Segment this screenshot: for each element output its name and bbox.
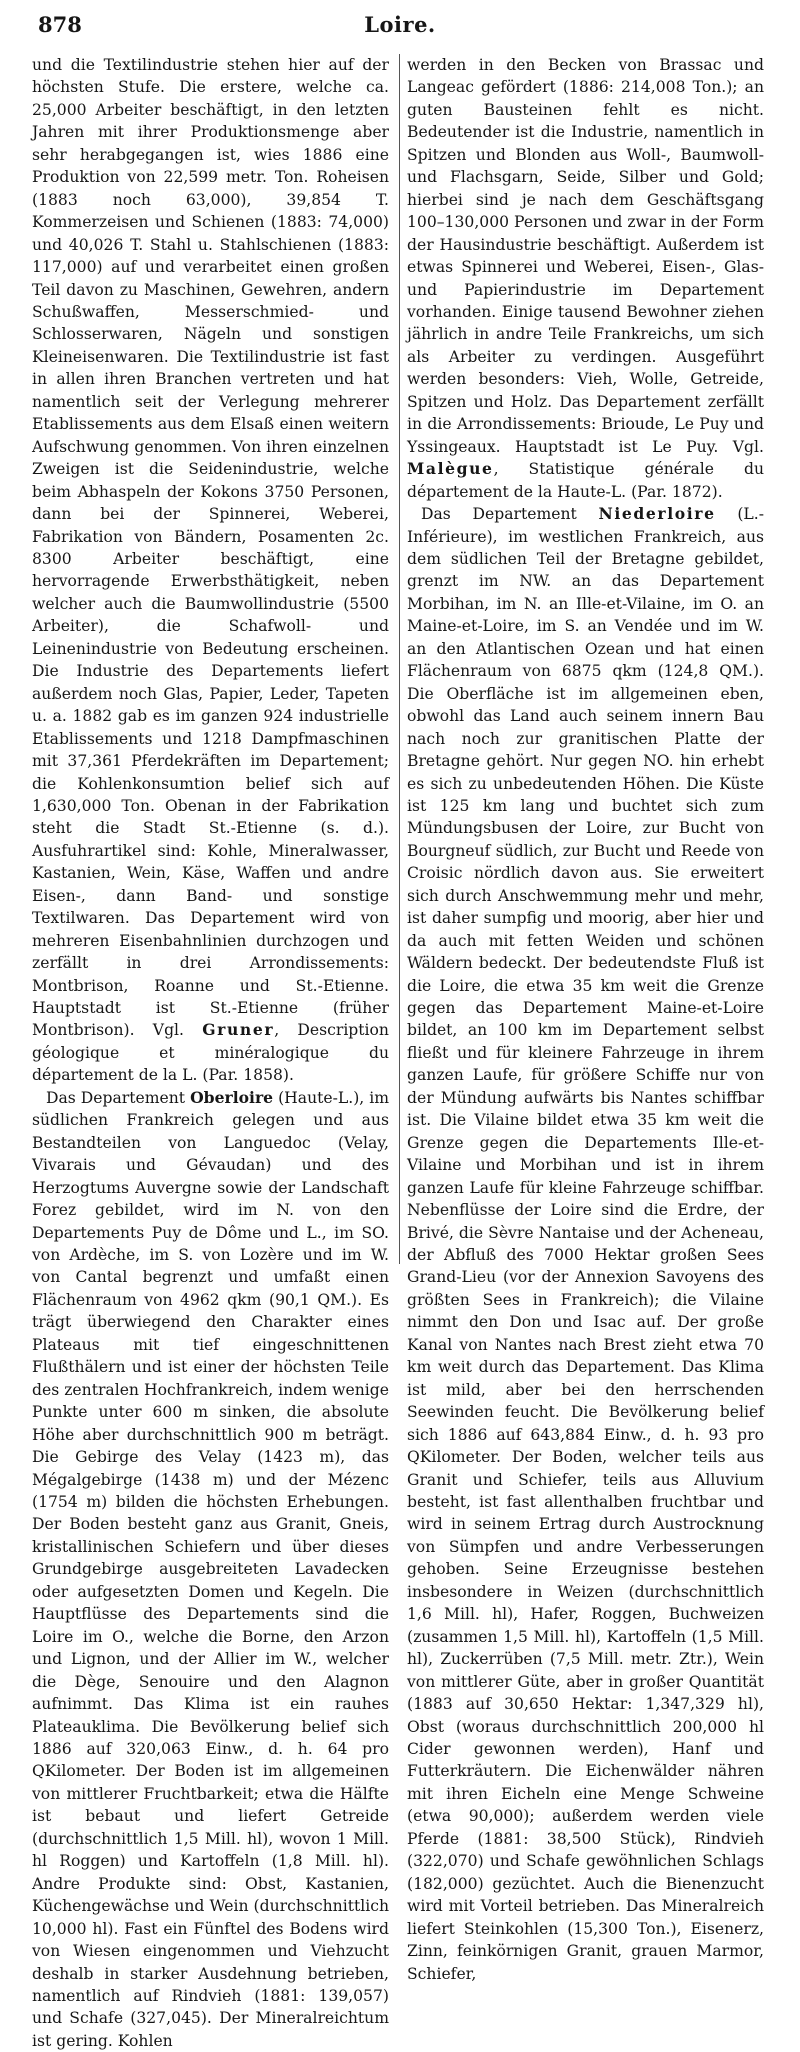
paragraph-text: und die Textilindustrie stehen hier auf der höchsten Stufe. Die erstere, welche ca. 25,000 Arbeiter beschäftigt, in den letzten Jahren mit ihrer Produktionsmenge aber sehr herabgegangen ist, wies 1886 eine Produktion von 22,599 metr. Ton. Roheisen (1883 noch 63,000), 39,854 T. Kommerzeisen und Schienen (1883: 74,000) und 40,026 T. Stahl u. Stahlschienen (1883: 117,000) auf und verarbeitet einen großen Teil davon zu Maschinen, Gewehren, andern Schußwaffen, Messerschmied- und Schlosserwaren, Nägeln und sonstigen Kleineisenwaren. Die Textilindustrie ist fast in allen ihren Branchen vertreten und hat namentlich seit der Verlegung mehrerer Etablissements aus dem Elsaß einen weitern Aufschwung genommen. Von ihren einzelnen Zweigen ist die Seidenindustrie, welche beim Abhaspeln der Kokons 3750 Personen, dann bei der Spinnerei, Weberei, Fabrikation von Bändern, Posamenten 2c. 8300 Arbeiter beschäftigt, eine hervorragende Erwerbsthätigkeit, neben welcher auch die Baumwollindustrie (5500 Arbeiter), die Schafwoll- und Leinenindustrie von Bedeutung erscheinen. Die Industrie des Departements liefert außerdem noch Glas, Papier, Leder, Tapeten u. a. 1882 gab es im ganzen 924 industrielle Etablissements und 1218 Dampfmaschinen mit 37,361 Pferdekräften im Departement; die Kohlenkonsumtion belief sich auf 1,630,000 Ton. Obenan in der Fabrikation steht die Stadt St.-Etienne (s. d.). Ausfuhrartikel sind: Kohle, Mineralwasser, Kastanien, Wein, Käse, Waffen und andre Eisen-, dann Band- und sonstige Textilwaren. Das Departement wird von mehreren Eisenbahnlinien durchzogen und zerfällt in drei Arrondissements: Montbrison, Roanne und St.-Etienne. Hauptstadt ist St.-Etienne (früher Montbrison). Vgl. <box>32 56 389 1040</box>
bibliography-reference: , Description géologique et minéralogique du département de la L. (Par. 1858). <box>32 1021 389 1085</box>
author-name: Malègue <box>407 459 494 479</box>
page-header <box>38 12 762 42</box>
paragraph-text: werden in den Becken von Brassac und Langeac gefördert (1886: 214,008 Ton.); an guten Bausteinen fehlt es nicht. Bedeutender ist die Industrie, namentlich in Spitzen und Blonden aus Woll-, Baumwoll- und Flachsgarn, Seide, Silber und Gold; hierbei sind je nach dem Geschäftsgang 100–130,000 Personen und zwar in der Form der Hausindustrie beschäftigt. Außerdem ist etwas Spinnerei und Weberei, Eisen-, Glas- und Papierindustrie im Departement vorhanden. Einige tausend Bewohner ziehen jährlich in andre Teile Frankreichs, um sich als Arbeiter zu verdingen. Ausgeführt werden besonders: Vieh, Wolle, Getreide, Spitzen und Holz. Das Departement zerfällt in die Arrondissements: Brioude, Le Puy und Yssingeaux. Hauptstadt ist Le Puy. Vgl. <box>407 56 764 456</box>
column-divider <box>399 54 400 1264</box>
entry-term-oberloire: Oberloire <box>190 1087 274 1107</box>
right-column <box>407 54 764 1983</box>
paragraph-lead: Das Departement <box>46 1088 186 1107</box>
bibliography-reference: , Statistique générale du département de la Haute-L. (Par. 1872). <box>407 460 764 501</box>
entry-term-niederloire: Niederloire <box>598 504 716 524</box>
left-column <box>32 54 389 2050</box>
paragraph-loire-industry <box>32 54 389 1087</box>
paragraph-oberloire-continued <box>407 54 764 503</box>
paragraph-lead: Das Departement <box>421 505 577 524</box>
paragraph-text: (L.-Inférieure), im westlichen Frankreich, aus dem südlichen Teil der Bretagne gebildet, grenzt im NW. an das Departement Morbihan, im N. an Ille-et-Vilaine, im O. an Maine-et-Loire, im S. an Vendée und im W. an den Atlantischen Ozean und hat einen Flächenraum von 6875 qkm (124,8 QM.). Die Oberfläche ist im allgemeinen eben, obwohl das Land auch seinem innern Bau nach noch zur granitischen Platte der Bretagne gehört. Nur gegen NO. hin erhebt es sich zu unbedeutenden Höhen. Die Küste ist 125 km lang und buchtet sich zum Mündungsbusen der Loire, zur Bucht von Bourgneuf südlich, zur Bucht und Reede von Croisic nördlich davon aus. Sie erweitert sich durch Anschwemmung mehr und mehr, ist daher sumpfig und moorig, aber hier und da auch mit fetten Weiden und schönen Wäldern bedeckt. Der bedeutendste Fluß ist die Loire, die etwa 35 km weit die Grenze gegen das Departement Maine-et-Loire bildet, an 100 km im Departement selbst fließt und für kleinere Fahrzeuge in ihrem ganzen Laufe, für größere Schiffe nur von der Mündung aufwärts bis Nantes schiffbar ist. Die Vilaine bildet etwa 35 km weit die Grenze gegen die Departements Ille-et-Vilaine und Morbihan und ist in ihrem ganzen Laufe für kleine Fahrzeuge schiffbar. Nebenflüsse der Loire sind die Erdre, der Brivé, die Sèvre Nantaise und der Acheneau, der Abfluß des 7000 Hektar großen Sees Grand-Lieu (vor der Annexion Savoyens des größten Sees in Frankreich); die Vilaine nimmt den Don und Isac auf. Der große Kanal von Nantes nach Brest zieht etwa 70 km weit durch das Departement. Das Klima ist mild, aber bei den herrschenden Seewinden feucht. Die Bevölkerung belief sich 1886 auf 643,884 Einw., d. h. 93 pro QKilometer. Der Boden, welcher teils aus Granit und Schiefer, teils aus Alluvium besteht, ist fast allenthalben fruchtbar und wird in seinem Ertrag durch Austrocknung von Sümpfen und andre Verbesserungen gehoben. Seine Erzeugnisse bestehen insbesondere in Weizen (durchschnittlich 1,6 Mill. hl), Hafer, Roggen, Buchweizen (zusammen 1,5 Mill. hl), Kartoffeln (1,5 Mill. hl), Zuckerrüben (7,5 Mill. metr. Ztr.), Wein von mittlerer Güte, aber in großer Quantität (1883 auf 30,650 Hektar: 1,347,329 hl), Obst (woraus durchschnittlich 200,000 hl Cider gewonnen werden), Hanf und Futterkräutern. Die Eichenwälder nähren mit ihren Eicheln eine Menge Schweine (etwa 90,000); außerdem werden viele Pferde (1881: 38,500 Stück), Rindvieh (322,070) und Schafe gewöhnlichen Schlags (182,000) gezüchtet. Auch die Bienenzucht wird mit Vorteil betrieben. Das Mineralreich liefert Steinkohlen (15,300 Ton.), Eisenerz, Zinn, feinkörnigen Granit, grauen Marmor, Schiefer, <box>407 505 764 1983</box>
author-name: Gruner <box>202 1020 275 1040</box>
running-head-title: Loire. <box>364 12 436 37</box>
paragraph-niederloire <box>407 503 764 1985</box>
paragraph-oberloire <box>32 1087 389 2052</box>
paragraph-text: (Haute-L.), im südlichen Frankreich gelegen und aus Bestandteilen von Languedoc (Velay, Vivarais und Gévaudan) und des Herzogtums Auvergne sowie der Landschaft Forez gebildet, wird im N. von den Departements Puy de Dôme und L., im SO. von Ardèche, im S. von Lozère und im W. von Cantal begrenzt und umfaßt einen Flächenraum von 4962 qkm (90,1 QM.). Es trägt überwiegend den Charakter eines Plateaus mit tief eingeschnittenen Flußthälern und ist einer der höchsten Teile des zentralen Hochfrankreich, indem wenige Punkte unter 600 m sinken, die absolute Höhe aber durchschnittlich 900 m beträgt. Die Gebirge des Velay (1423 m), das Mégalgebirge (1438 m) und der Mézenc (1754 m) bilden die höchsten Erhebungen. Der Boden besteht ganz aus Granit, Gneis, kristallinischen Schiefern und über dieses Grundgebirge ausgebreiteten Lavadecken oder aufgesetzten Domen und Kegeln. Die Hauptflüsse des Departements sind die Loire im O., welche die Borne, den Arzon und Lignon, und der Allier im W., welcher die Dège, Senouire und den Alagnon aufnimmt. Das Klima ist ein rauhes Plateauklima. Die Bevölkerung belief sich 1886 auf 320,063 Einw., d. h. 64 pro QKilometer. Der Boden ist im allgemeinen von mittlerer Fruchtbarkeit; etwa die Hälfte ist bebaut und liefert Getreide (durchschnittlich 1,5 Mill. hl), wovon 1 Mill. hl Roggen) und Kartoffeln (1,8 Mill. hl). Andre Produkte sind: Obst, Kastanien, Küchengewächse und Wein (durchschnittlich 10,000 hl). Fast ein Fünftel des Bodens wird von Wiesen eingenommen und Viehzucht deshalb in starker Ausdehnung betrieben, namentlich auf Rindvieh (1881: 139,057) und Schafe (327,045). Der Mineralreichtum ist gering. Kohlen <box>32 1088 389 2050</box>
page-number: 878 <box>38 12 82 37</box>
